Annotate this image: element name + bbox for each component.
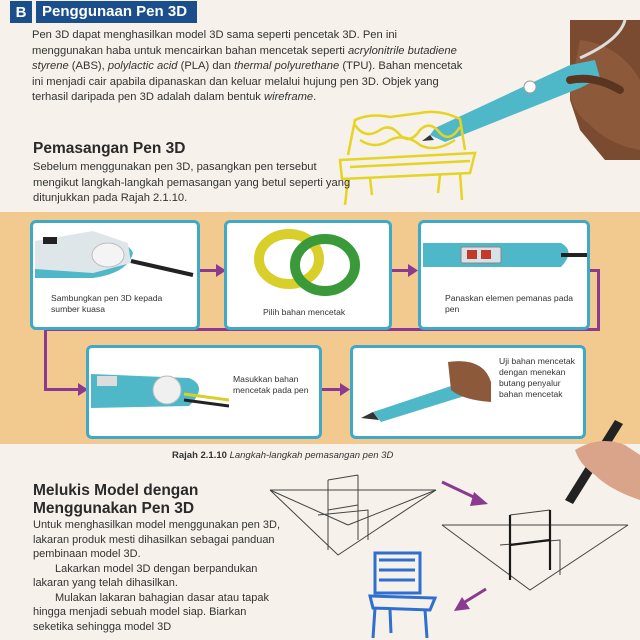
drawing-heading	[33, 482, 293, 518]
arrow-head-2	[408, 264, 418, 277]
intro-paragraph	[32, 28, 467, 106]
figure-caption-text: Langkah-langkah pemasangan pen 3D	[229, 450, 394, 461]
arrow-head-4	[340, 383, 350, 396]
abs-name: acrylonitrile butadiene styrene	[32, 44, 457, 72]
figure-caption	[172, 450, 393, 461]
hand-drawing-pen-image	[555, 400, 640, 510]
tpu-name: thermal polyurethane	[234, 60, 340, 72]
wireframe-term: wireframe	[264, 91, 314, 103]
step-4-panel	[86, 345, 322, 439]
perspective-sketch-2	[440, 505, 630, 595]
pen-heating-image	[421, 233, 587, 283]
drawing-paragraph-3: Mulakan lakaran bahagian dasar atau tapak hingga menjadi sebuah model siap. Biarkan seketika sehingga model 3D	[33, 591, 270, 633]
intro-text-1: Pen 3D dapat menghasilkan model 3D sama seperti pencetak 3D. Pen ini menggunakan haba untuk mencairkan bahan mencetak seperti	[32, 29, 398, 57]
pen-loading-filament-image	[89, 356, 229, 426]
sketch-arrow-2	[450, 585, 490, 615]
section-letter: B	[10, 1, 32, 23]
arrow-into-step4	[44, 388, 82, 391]
blue-chair-model-image	[365, 548, 445, 640]
section-header	[10, 0, 310, 24]
drawing-text	[33, 518, 288, 634]
filament-rolls-image	[247, 225, 377, 297]
figure-label: Rajah 2.1.10	[172, 450, 227, 461]
intro-text-2: (ABS),	[68, 60, 108, 72]
step-1-panel	[30, 220, 200, 330]
pen-plugged-image	[33, 223, 197, 293]
step-3-panel	[418, 220, 590, 330]
arrow-loop-down-left	[44, 328, 47, 390]
sketch-arrow-1	[440, 478, 490, 508]
step-3-caption: Panaskan elemen pemanas pada pen	[445, 293, 574, 314]
step-1-caption: Sambungkan pen 3D kepada sumber kuasa	[51, 293, 163, 314]
pla-name: polylactic acid	[107, 60, 178, 72]
drawing-heading-line2: Menggunakan Pen 3D	[33, 500, 195, 517]
intro-text-4: (TPU). Bahan mencetak ini menjadi cair apabila dipanaskan dan keluar melalui hujung pen 3D. Objek yang terhasil daripada pen 3D adalah dalam bentuk	[32, 60, 463, 103]
intro-text-5: .	[313, 91, 317, 103]
step-5-caption: Uji bahan mencetak dengan menekan butang penyalur bahan mencetak	[499, 356, 575, 399]
step-4-caption: Masukkan bahan mencetak pada pen	[233, 374, 309, 395]
step-2-panel	[224, 220, 392, 330]
pen-testing-image	[353, 352, 493, 432]
setup-heading: Pemasangan Pen 3D	[33, 140, 186, 157]
intro-text-3: (PLA) dan	[177, 60, 235, 72]
section-title: Penggunaan Pen 3D	[36, 1, 197, 23]
setup-text: Sebelum menggunakan pen 3D, pasangkan pen tersebut mengikut langkah-langkah pemasangan yang betul seperti yang ditunjukkan pada Rajah 2.1.10.	[33, 161, 351, 204]
drawing-paragraph-1: Untuk menghasilkan model menggunakan pen 3D, lakaran produk mesti dihasilkan sebagai panduan pembinaan model 3D.	[33, 519, 281, 560]
perspective-sketch-1	[268, 470, 438, 560]
step-2-caption: Pilih bahan mencetak	[263, 307, 346, 317]
drawing-heading-line1: Melukis Model dengan	[33, 482, 199, 499]
step-5-panel	[350, 345, 586, 439]
drawing-paragraph-2: Lakarkan model 3D dengan berpandukan lakaran yang telah dihasilkan.	[33, 562, 258, 589]
arrow-loop-down	[597, 269, 600, 331]
